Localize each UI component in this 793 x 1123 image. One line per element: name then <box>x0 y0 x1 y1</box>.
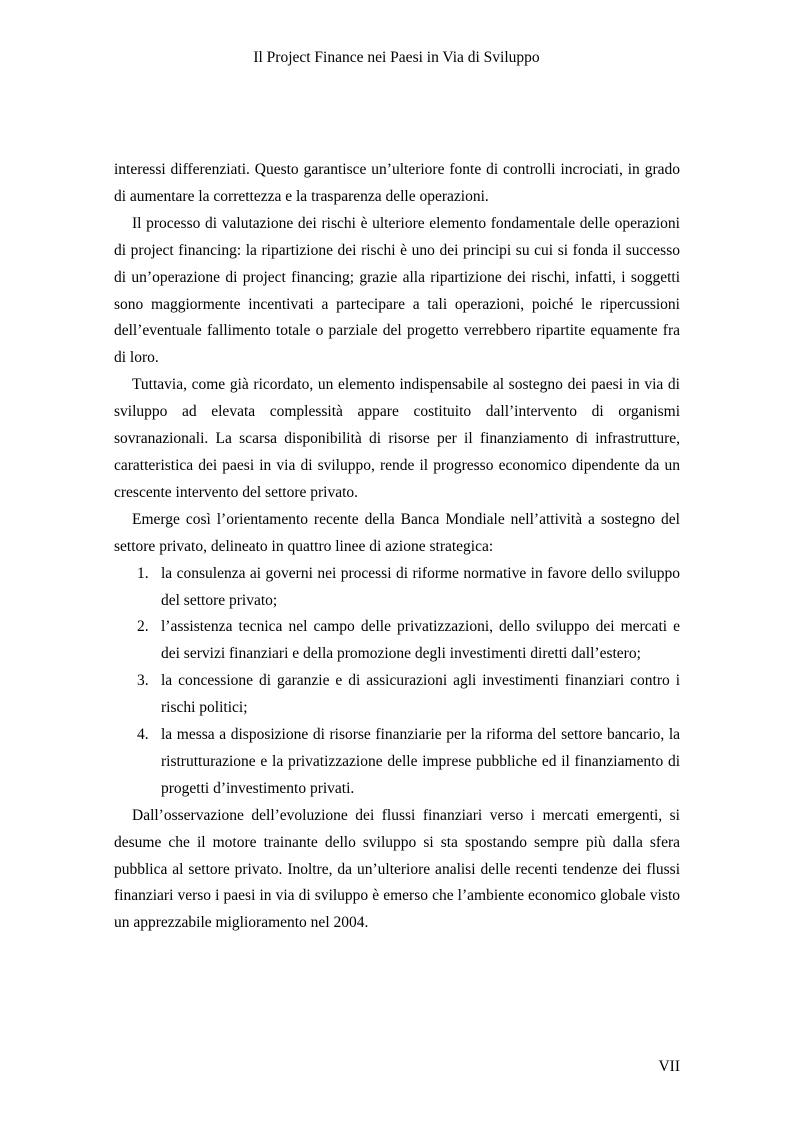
running-header: Il Project Finance nei Paesi in Via di Sviluppo <box>253 49 540 66</box>
list-item-text: l’assistenza tecnica nel campo delle privatizzazioni, dello sviluppo dei mercati e dei servizi finanziari e della promozione degli investimenti diretti dall’estero; <box>161 618 680 663</box>
list-item-number: 4. <box>137 726 149 744</box>
list-item-number: 2. <box>137 618 149 636</box>
list-item-text: la concessione di garanzie e di assicurazioni agli investimenti finanziari contro i rischi politici; <box>161 672 680 717</box>
paragraph-financial-flows: Dall’osservazione dell’evoluzione dei flussi finanziari verso i mercati emergenti, si desume che il motore trainante dello sviluppo si sta spostando sempre più dalla sfera pubblica al settore privato. Inoltre, da un’ulteriore analisi delle recenti tendenze dei flussi finanziari verso i paesi in via di sviluppo è emerso che l’ambiente economico globale visto un apprezzabile miglioramento nel 2004. <box>114 806 680 932</box>
list-item <box>114 614 680 668</box>
paragraph-supranational-bodies: Tuttavia, come già ricordato, un elemento indispensabile al sostegno dei paesi in via di sviluppo ad elevata complessità appare costituito dall’intervento di organismi sovranazionali. La scarsa disponibilità di risorse per il finanziamento di infrastrutture, caratteristica dei paesi in via di sviluppo, rende il progresso economico dipendente da un crescente intervento del settore privato. <box>114 376 680 501</box>
body-text <box>114 157 680 937</box>
paragraph-world-bank: Emerge così l’orientamento recente della Banca Mondiale nell’attività a sostegno del settore privato, delineato in quattro linee di azione strategica: <box>114 510 680 555</box>
list-item-text: la messa a disposizione di risorse finanziarie per la riforma del settore bancario, la ristrutturazione e la privatizzazione delle imprese pubbliche ed il finanziamento di progetti d’investimento privati. <box>161 726 680 797</box>
list-item-text: la consulenza ai governi nei processi di riforme normative in favore dello sviluppo del settore privato; <box>161 564 680 609</box>
paragraph-continuation: interessi differenziati. Questo garantisce un’ulteriore fonte di controlli incrociati, in grado di aumentare la correttezza e la trasparenza delle operazioni. <box>114 161 680 205</box>
strategy-list <box>114 561 680 803</box>
list-item <box>114 722 680 803</box>
page-number: VII <box>658 1058 680 1075</box>
paragraph-risk-evaluation: Il processo di valutazione dei rischi è ulteriore elemento fondamentale delle operazioni di project financing: la ripartizione dei rischi è uno dei principi su cui si fonda il successo di un’operazione di project financing; grazie alla ripartizione dei rischi, infatti, i soggetti sono maggiormente incentivati a partecipare a tali operazioni, poiché le ripercussioni dell’eventuale fallimento totale o parziale del progetto verrebbero ripartite equamente fra di loro. <box>114 214 680 367</box>
list-item-number: 3. <box>137 672 149 690</box>
list-item <box>114 561 680 615</box>
list-item-number: 1. <box>137 564 149 582</box>
list-item <box>114 668 680 722</box>
